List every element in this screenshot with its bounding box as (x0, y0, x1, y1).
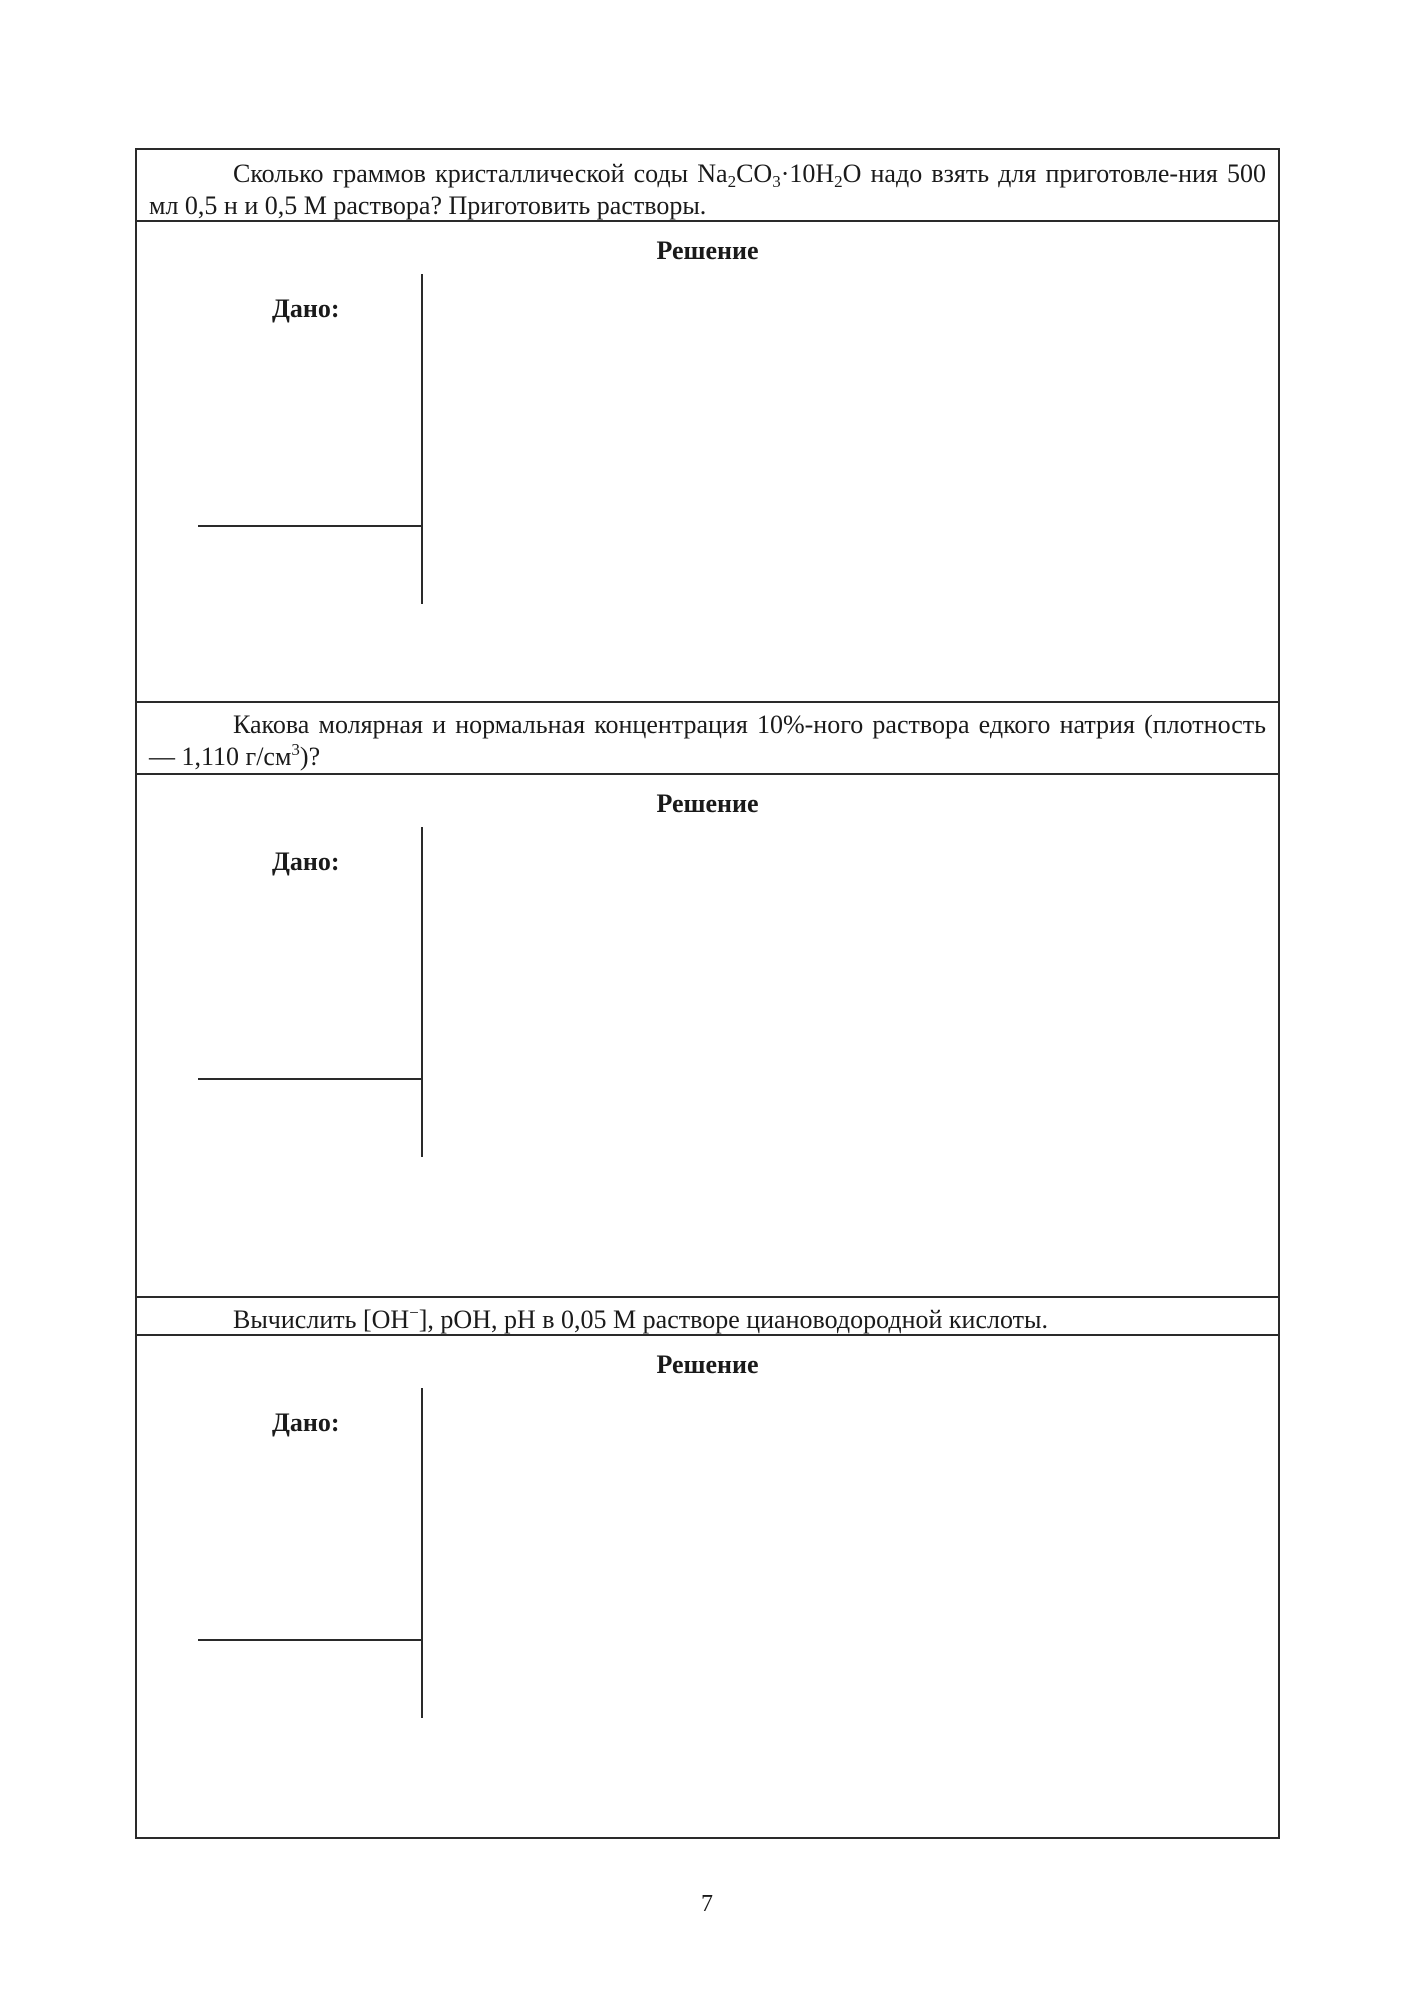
given-divider-horizontal (198, 1078, 421, 1080)
problem-2-answer-area (135, 775, 1280, 1298)
problem-3-answer-area (135, 1336, 1280, 1839)
problem-3-question: Вычислить [OH−], pOH, pH в 0,05 М растворе циановодородной кислоты. (135, 1296, 1280, 1336)
problem-2-question: Какова молярная и нормальная концентрация 10%-ного раствора едкого натрия (плотность — 1,110 $г/см^3$)? (135, 701, 1280, 775)
given-divider-vertical (421, 827, 423, 1157)
solution-title: Решение (656, 1350, 759, 1379)
solution-title: Решение (656, 789, 759, 818)
given-label: Дано: (272, 1408, 340, 1437)
given-divider-vertical (421, 1388, 423, 1718)
given-label: Дано: (272, 847, 340, 876)
problem-1-question: Сколько граммов кристаллической соды $Na_2CO_3\cdot 10H_2O$ надо взять для приготовле-ния 500 мл 0,5 н и 0,5 М раствора? Приготовить растворы. (135, 148, 1280, 222)
given-divider-horizontal (198, 525, 421, 527)
given-label: Дано: (272, 294, 340, 323)
solution-title: Решение (656, 236, 759, 265)
problem-1-answer-area (135, 222, 1280, 703)
given-divider-vertical (421, 274, 423, 604)
page-number: 7 (701, 1891, 713, 1917)
given-divider-horizontal (198, 1639, 421, 1641)
